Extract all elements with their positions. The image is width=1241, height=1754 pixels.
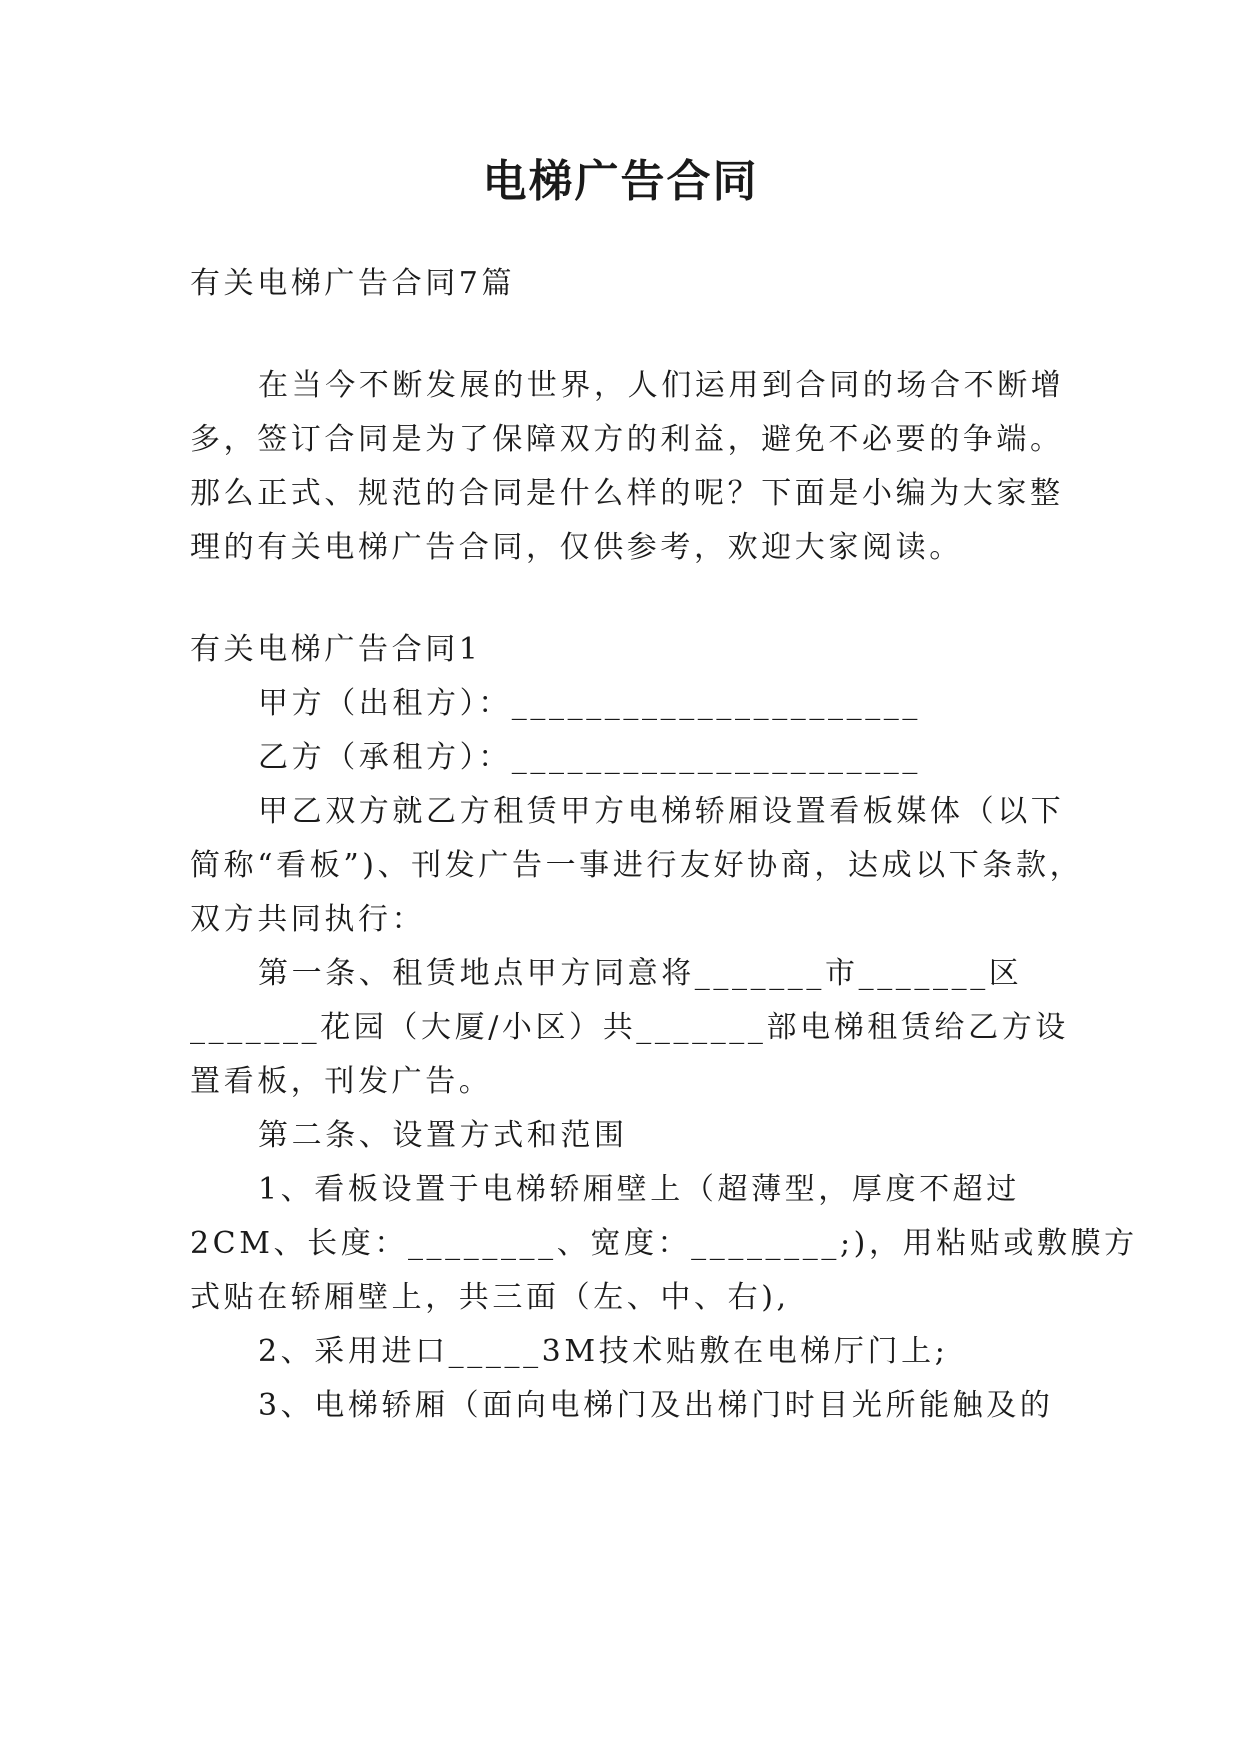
party-b-line: 乙方（承租方）：______________________ [258, 740, 921, 775]
intro-paragraph-line: 理的有关电梯广告合同，仅供参考，欢迎大家阅读。 [190, 530, 963, 565]
article-2-item-2: 2、采用进口_____3M技术贴敷在电梯厅门上; [258, 1334, 949, 1369]
article-2-item-3: 3、电梯轿厢（面向电梯门及出梯门时目光所能触及的 [258, 1388, 1054, 1423]
preamble-line: 甲乙双方就乙方租赁甲方电梯轿厢设置看板媒体（以下 [258, 794, 1065, 829]
intro-paragraph-line: 多，签订合同是为了保障双方的利益，避免不必要的争端。 [190, 422, 1064, 457]
article-2-item-1-line: 1、看板设置于电梯轿厢壁上（超薄型，厚度不超过 [258, 1172, 1020, 1207]
preamble-line: 双方共同执行： [190, 902, 426, 937]
intro-paragraph-line: 在当今不断发展的世界，人们运用到合同的场合不断增 [258, 368, 1065, 403]
article-2-heading: 第二条、设置方式和范围 [258, 1118, 628, 1153]
article-2-item-1-line: 式贴在轿厢壁上，共三面（左、中、右), [190, 1280, 790, 1315]
section-heading: 有关电梯广告合同1 [190, 632, 482, 667]
party-a-line: 甲方（出租方）：______________________ [258, 686, 921, 721]
intro-paragraph-line: 那么正式、规范的合同是什么样的呢？下面是小编为大家整 [190, 476, 1064, 511]
article-1-line: 第一条、租赁地点甲方同意将_______市_______区 [258, 956, 1023, 991]
article-2-item-1-line: 2CM、长度：________、宽度：________;)，用粘贴或敷膜方 [190, 1226, 1138, 1261]
article-1-line: _______花园（大厦/小区）共_______部电梯租赁给乙方设 [190, 1010, 1069, 1045]
document-title: 电梯广告合同 [482, 156, 759, 207]
article-1-line: 置看板，刊发广告。 [190, 1064, 493, 1099]
preamble-line: 简称“看板”)、刊发广告一事进行友好协商，达成以下条款， [190, 848, 1084, 883]
document-subtitle: 有关电梯广告合同7篇 [190, 266, 516, 301]
